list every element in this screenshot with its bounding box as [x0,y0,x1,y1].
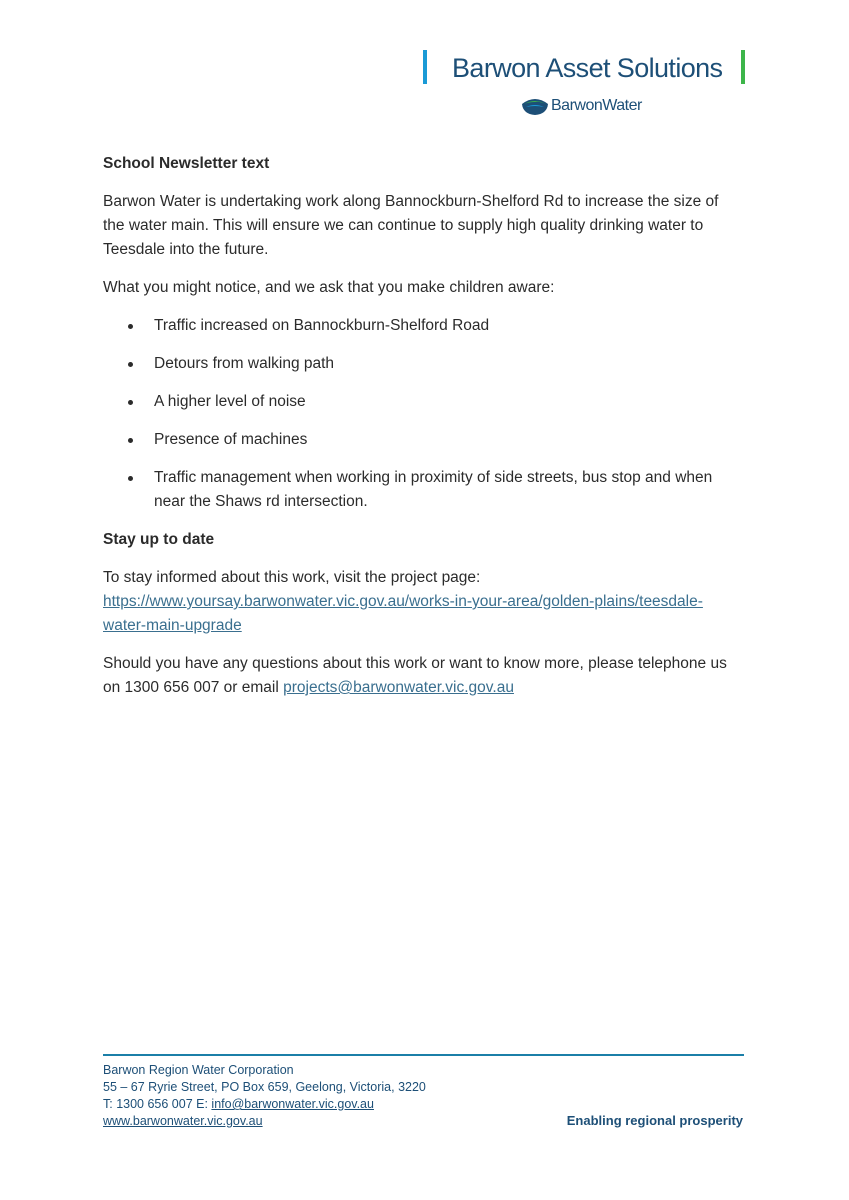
projects-email-link[interactable]: projects@barwonwater.vic.gov.au [283,679,514,696]
letterhead [0,0,849,140]
footer-divider [103,1054,744,1056]
stay-up-to-date-heading: Stay up to date [103,531,215,548]
newsletter-body [103,152,743,714]
bullet-icon [128,438,133,443]
footer-tagline: Enabling regional prosperity [566,1113,743,1128]
document-title: School Newsletter text [103,155,270,172]
list-item [103,428,743,452]
contact-paragraph [103,652,743,700]
bullet-icon [128,362,133,367]
list-item-text: Detours from walking path [154,355,335,372]
list-item-text: Presence of machines [154,431,308,448]
list-item [103,352,743,376]
list-item-text: Traffic management when working in proximity of side streets, bus stop and when near the Shaws rd intersection. [154,469,713,510]
notice-list [103,314,743,514]
list-item [103,466,743,514]
bullet-icon [128,476,133,481]
bullet-icon [128,324,133,329]
list-item-text: Traffic increased on Bannockburn-Shelford Road [154,317,490,334]
intro-paragraph: Barwon Water is undertaking work along Bannockburn-Shelford Rd to increase the size of the water main. This will ensure we can continue to supply high quality drinking water to Teesdale into the future. [103,193,719,258]
footer-website-link[interactable]: www.barwonwater.vic.gov.au [103,1114,263,1128]
list-item-text: A higher level of noise [154,393,306,410]
stay-informed-paragraph [103,566,743,638]
footer-contact [103,1062,426,1130]
brand-divider-left [423,50,427,84]
brand-divider-right [741,50,745,84]
footer-address: 55 – 67 Ryrie Street, PO Box 659, Geelong, Victoria, 3220 [103,1080,426,1094]
brand-title: Barwon Asset Solutions [452,53,723,83]
footer-email-link[interactable]: info@barwonwater.vic.gov.au [211,1097,374,1111]
water-drop-icon [521,96,549,116]
stay-informed-text: To stay informed about this work, visit the project page: [103,569,481,586]
project-page-link[interactable]: https://www.yoursay.barwonwater.vic.gov.au/works-in-your-area/golden-plains/teesdale-water-main-upgrade [103,593,703,634]
footer-phone: T: 1300 656 007 E: [103,1097,212,1111]
footer-website-row [103,1113,426,1130]
contact-text: Should you have any questions about this work or want to know more, please telephone us on 1300 656 007 or email [103,655,727,696]
footer-org: Barwon Region Water Corporation [103,1063,294,1077]
list-item [103,390,743,414]
notice-lead: What you might notice, and we ask that you make children aware: [103,279,555,296]
sub-brand-name: BarwonWater [551,97,642,114]
bullet-icon [128,400,133,405]
footer-phone-email [103,1096,426,1113]
list-item [103,314,743,338]
